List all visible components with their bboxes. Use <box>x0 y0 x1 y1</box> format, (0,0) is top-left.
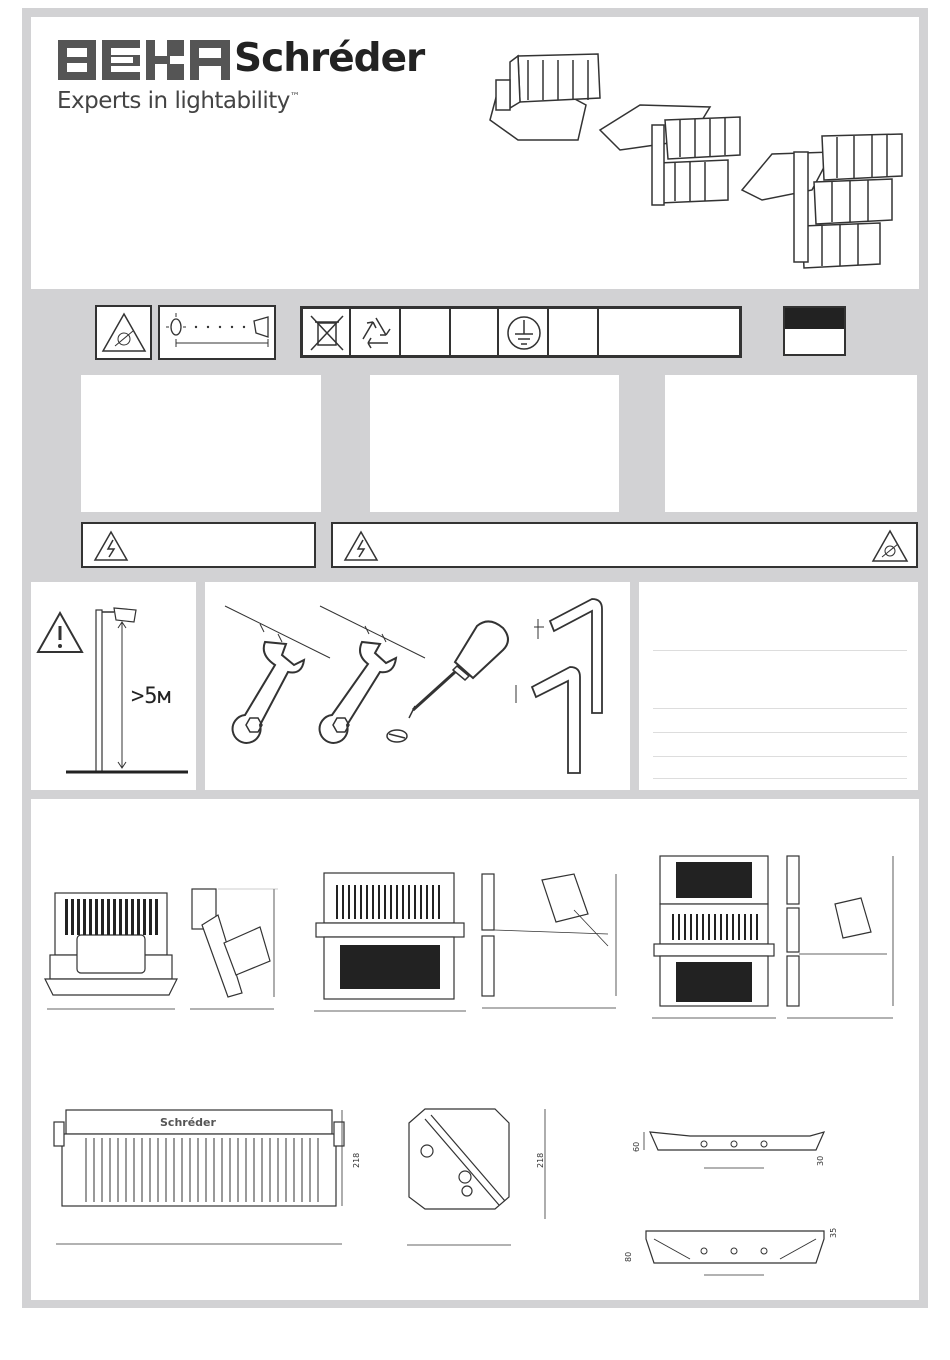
lightning-warning-icon <box>343 530 379 562</box>
info-box-3 <box>665 375 917 512</box>
electrical-warning-banner-long <box>331 522 918 568</box>
symbol-slot-empty-3 <box>548 308 598 356</box>
drawing-large-side <box>405 1105 555 1250</box>
drawing-bracket-upper <box>640 1128 835 1173</box>
info-box-2 <box>370 375 619 512</box>
crossed-bin-icon <box>309 313 345 353</box>
screwdriver-icon <box>385 618 520 748</box>
lamp-distance-icon <box>164 311 272 357</box>
bracket-dim-a: 60 <box>632 1141 641 1152</box>
class-marker <box>783 306 846 356</box>
luminaire-illustration-single <box>488 50 608 145</box>
earth-symbol <box>498 308 548 356</box>
weee-symbol <box>302 308 350 356</box>
note-line <box>653 732 907 733</box>
lightning-warning-icon <box>93 530 129 562</box>
note-line <box>653 756 907 757</box>
luminaire-illustration-double <box>600 95 745 205</box>
tagline <box>57 88 299 114</box>
luminaire-illustration-triple <box>742 132 904 272</box>
class-marker-fill <box>785 308 844 329</box>
distance-symbol <box>158 305 276 360</box>
drawing-single-front <box>45 885 180 1015</box>
front-brand-label: Schréder <box>160 1116 216 1129</box>
symbol-slot-empty-2 <box>450 308 498 356</box>
eye-warning-icon <box>871 528 909 564</box>
bracket-dim-d: 35 <box>829 1227 838 1238</box>
symbol-slot-wide <box>598 308 740 356</box>
min-height-label: >5м <box>131 684 171 709</box>
schreder-logo: Schréder <box>234 36 425 81</box>
note-line <box>653 708 907 709</box>
info-box-1 <box>81 375 321 512</box>
drawing-double-front <box>310 865 470 1015</box>
laser-warning-symbol <box>95 305 152 360</box>
drawing-triple-side <box>783 852 898 1022</box>
bracket-dim-b: 30 <box>816 1155 825 1166</box>
drawing-single-side <box>188 885 283 1015</box>
eye-warning-icon <box>101 311 147 355</box>
notes-panel <box>639 582 918 790</box>
bracket-dim-c: 80 <box>624 1251 633 1262</box>
front-height-dim: 218 <box>352 1152 361 1168</box>
note-line <box>653 778 907 779</box>
ground-icon <box>506 314 542 352</box>
drawing-double-side <box>478 870 623 1015</box>
tagline-text: Experts in lightability <box>57 88 290 114</box>
recycle-symbol <box>350 308 400 356</box>
drawing-bracket-lower <box>640 1225 835 1280</box>
hex-key-icon <box>530 595 610 775</box>
beka-logo <box>58 40 230 80</box>
note-line <box>653 650 907 651</box>
symbol-slot-empty-1 <box>400 308 450 356</box>
side-height-dim: 218 <box>536 1152 545 1168</box>
recycle-icon <box>358 315 394 351</box>
electrical-warning-banner-short <box>81 522 316 568</box>
pole-height-diagram <box>66 606 191 776</box>
trademark-sign: ™ <box>289 91 300 103</box>
drawing-triple-front <box>650 852 780 1022</box>
